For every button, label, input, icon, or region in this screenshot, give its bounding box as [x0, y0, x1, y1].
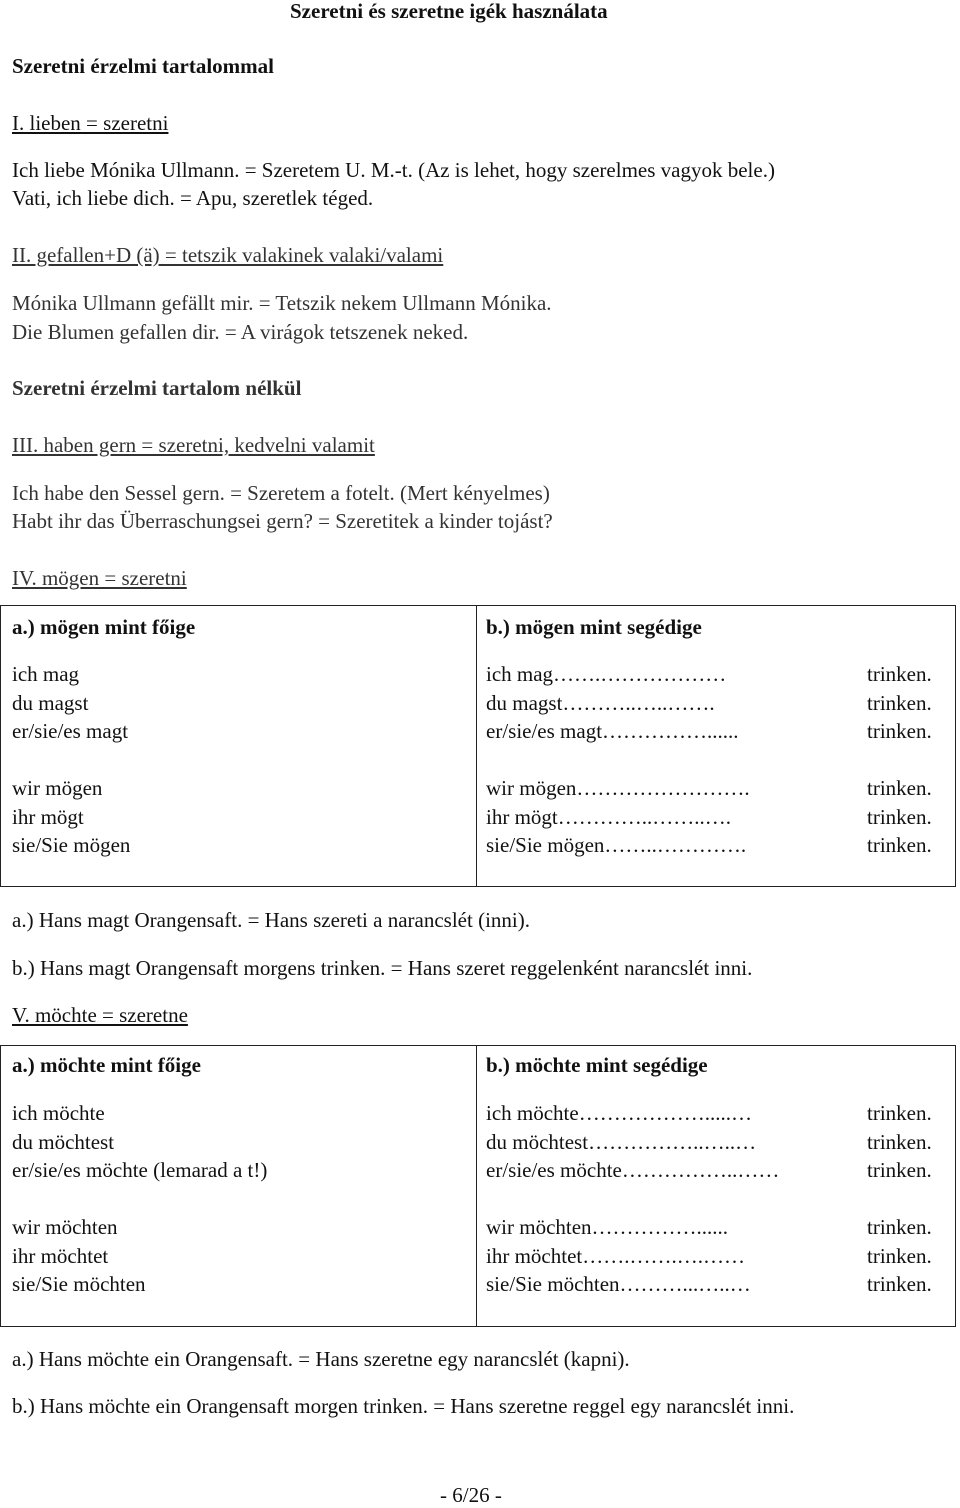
col-a-heading: a.) möchte mint főige — [12, 1053, 201, 1077]
item-label-haben-gern: III. haben gern = szeretni, kedvelni valamit — [12, 433, 375, 457]
suffix-trinken: trinken. — [867, 1101, 932, 1125]
conjugation-row: wir möchten……………...... — [486, 1215, 729, 1239]
conjugation-row: ihr mögt…………..……..…. — [486, 804, 731, 829]
conjugation-row: ich möchte……………….....… — [486, 1101, 752, 1125]
example-line: b.) Hans möchte ein Orangensaft morgen trinken. = Hans szeretne reggel egy narancslét inni. — [12, 1394, 795, 1418]
conjugation-row: sie/Sie möchten………...…..… — [486, 1272, 751, 1296]
page-number: - 6/26 - — [440, 1483, 502, 1507]
conjugation-row: du möchtest — [12, 1129, 115, 1154]
conjugation-row: sie/Sie mögen……..…………. — [486, 833, 747, 857]
example-line: Habt ihr das Überraschungsei gern? = Szeretitek a kinder tojást? — [12, 509, 553, 533]
suffix-trinken: trinken. — [867, 719, 932, 743]
conjugation-row: ich möchte — [12, 1101, 105, 1125]
example-line: b.) Hans magt Orangensaft morgens trinken. = Hans szeret reggelenként narancslét inni. — [12, 956, 753, 980]
conjugation-row: ihr möchtet…….…….….…… — [486, 1243, 745, 1268]
section-heading-emotional: Szeretni érzelmi tartalommal — [12, 54, 274, 78]
example-line: Mónika Ullmann gefällt mir. = Tetszik nekem Ullmann Mónika. — [12, 291, 552, 315]
page-title: Szeretni és szeretne igék használata — [290, 0, 608, 23]
suffix-trinken: trinken. — [867, 776, 932, 800]
col-b-heading: b.) mögen mint segédige — [486, 615, 702, 639]
conjugation-row: ihr mögt — [12, 804, 84, 829]
suffix-trinken: trinken. — [867, 1272, 932, 1296]
suffix-trinken: trinken. — [867, 1215, 932, 1239]
conjugation-row: ihr möchtet — [12, 1243, 109, 1268]
conjugation-row: du möchtest……………..…..… — [486, 1129, 757, 1154]
suffix-trinken: trinken. — [867, 662, 932, 686]
conjugation-row: wir möchten — [12, 1215, 118, 1239]
conjugation-row: er/sie/es möchte……………..…… — [486, 1158, 780, 1182]
conjugation-row: er/sie/es magt……………...... — [486, 719, 739, 743]
suffix-trinken: trinken. — [867, 690, 932, 715]
conjugation-row: du magst………..…..……. — [486, 690, 715, 715]
conjugation-row: sie/Sie mögen — [12, 833, 131, 857]
conjugation-row: wir mögen……………………. — [486, 776, 750, 800]
table-divider — [476, 606, 477, 886]
suffix-trinken: trinken. — [867, 833, 932, 857]
table-divider — [476, 1046, 477, 1326]
example-line: Vati, ich liebe dich. = Apu, szeretlek téged. — [12, 186, 374, 210]
conjugation-row: du magst — [12, 690, 89, 715]
conjugation-row: wir mögen — [12, 776, 103, 800]
conjugation-row: ich mag — [12, 662, 80, 686]
conjugation-list-main — [12, 660, 130, 860]
col-a-heading: a.) mögen mint főige — [12, 615, 196, 639]
example-line: a.) Hans möchte ein Orangensaft. = Hans szeretne egy narancslét (kapni). — [12, 1347, 630, 1371]
conjugation-row: er/sie/es möchte (lemarad a t!) — [12, 1158, 268, 1182]
suffix-trinken: trinken. — [867, 1243, 932, 1268]
suffix-trinken: trinken. — [867, 1158, 932, 1182]
conjugation-table-moegen — [0, 605, 956, 887]
conjugation-list-main — [12, 1099, 267, 1299]
item-label-gefallen: II. gefallen+D (ä) = tetszik valakinek valaki/valami — [12, 243, 444, 267]
example-line: Ich habe den Sessel gern. = Szeretem a fotelt. (Mert kényelmes) — [12, 481, 550, 505]
col-b-heading: b.) möchte mint segédige — [486, 1053, 708, 1077]
conjugation-row: sie/Sie möchten — [12, 1272, 146, 1296]
conjugation-row: er/sie/es magt — [12, 719, 129, 743]
conjugation-row: ich mag…….……………… — [486, 662, 727, 686]
item-label-moegen: IV. mögen = szeretni — [12, 566, 187, 590]
suffix-column — [867, 1099, 932, 1299]
item-label-moechte: V. möchte = szeretne — [12, 1003, 188, 1027]
conjugation-table-moechte — [0, 1045, 956, 1327]
suffix-trinken: trinken. — [867, 1129, 932, 1154]
example-line: a.) Hans magt Orangensaft. = Hans szereti a narancslét (inni). — [12, 908, 530, 932]
item-label-lieben: I. lieben = szeretni — [12, 111, 169, 135]
conjugation-list-aux — [486, 1099, 841, 1299]
suffix-trinken: trinken. — [867, 804, 932, 829]
example-line: Ich liebe Mónika Ullmann. = Szeretem U. M.-t. (Az is lehet, hogy szerelmes vagyok bele.) — [12, 158, 775, 182]
section-heading-non-emotional: Szeretni érzelmi tartalom nélkül — [12, 376, 302, 400]
suffix-column — [867, 660, 932, 860]
conjugation-list-aux — [486, 660, 841, 860]
example-line: Die Blumen gefallen dir. = A virágok tetszenek neked. — [12, 320, 469, 344]
